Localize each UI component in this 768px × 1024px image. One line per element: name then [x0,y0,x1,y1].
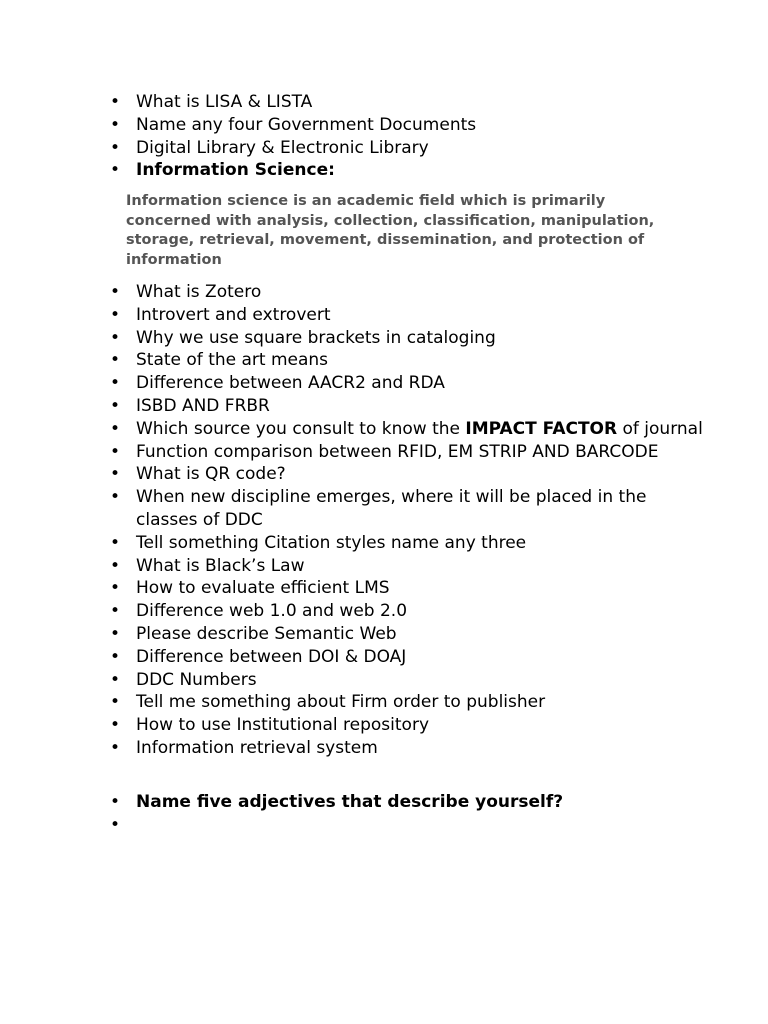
list-item-text: When new discipline emerges, where it will be placed in the classes of DDC [136,487,647,530]
list-item-text: Difference between AACR2 and RDA [136,373,445,394]
bullet-icon: • [110,114,121,135]
list-item-text: Why we use square brackets in cataloging [136,327,496,348]
list-item [110,714,710,737]
bullet-icon: • [110,792,121,812]
information-science-heading: Information Science: [136,160,335,181]
list-item-text: How to use Institutional repository [136,715,430,736]
bullet-icon: • [110,350,121,371]
bullet-icon: • [110,646,121,667]
list-item-text: Information retrieval system [136,737,378,758]
bullet-icon: • [110,395,121,416]
bullet-icon: • [110,137,121,158]
list-item-text: Introvert and extrovert [136,304,331,325]
list-item-text: State of the art means [136,350,329,371]
list-item-text: Digital Library & Electronic Library [136,137,429,158]
list-item [110,281,710,304]
list-item [110,91,710,114]
list-item [110,327,710,350]
bullet-icon: • [110,464,121,485]
list-item [110,441,710,464]
list-item-text: How to evaluate efficient LMS [136,578,390,599]
bullet-icon: • [110,578,121,599]
bullet-icon: • [110,92,121,112]
final-question-text: Name five adjectives that describe yourself? [136,792,564,812]
list-item-text: DDC Numbers [136,669,257,690]
bullet-icon: • [110,160,121,181]
list-item-text: Please describe Semantic Web [136,623,397,644]
bullet-icon: • [110,814,121,835]
question-list-top [110,91,710,182]
bullet-icon: • [110,304,121,325]
bullet-icon: • [110,601,121,622]
bullet-icon: • [110,373,121,394]
list-item [110,646,710,669]
bullet-icon: • [110,555,121,576]
list-item [110,669,710,692]
bullet-icon: • [110,418,121,439]
question-list-bottom [110,791,710,835]
bullet-icon: • [110,692,121,713]
bullet-icon: • [110,715,121,736]
list-item-text: Function comparison between RFID, EM STRIP AND BARCODE [136,441,659,462]
impact-factor-emphasis: IMPACT FACTOR [465,418,618,439]
bullet-icon: • [110,623,121,644]
list-item-text: What is Black’s Law [136,555,305,576]
list-item [110,372,710,395]
list-item [110,114,710,137]
list-item [110,304,710,327]
list-item-text: Tell me something about Firm order to publisher [136,692,546,713]
list-item [110,532,710,555]
question-list-main [110,281,710,760]
list-item-text: Difference web 1.0 and web 2.0 [136,601,408,622]
list-item [110,577,710,600]
list-item-text: Difference between DOI & DOAJ [136,646,407,667]
list-item [110,623,710,646]
impact-text-before: Which source you consult to know the [136,418,466,439]
bullet-icon: • [110,532,121,553]
list-item-impact-factor [110,418,710,441]
list-item-text: Tell something Citation styles name any three [136,532,527,553]
list-item [110,737,710,760]
list-item-heading [110,159,710,182]
list-item-text: What is QR code? [136,464,286,485]
list-item [110,691,710,714]
list-item [110,463,710,486]
bullet-icon: • [110,282,121,302]
bullet-icon: • [110,327,121,348]
list-item-final-question [110,791,710,814]
list-item-text: Name any four Government Documents [136,114,477,135]
bullet-icon: • [110,737,121,758]
list-item-text: ISBD AND FRBR [136,395,270,416]
list-item [110,137,710,160]
bullet-icon: • [110,487,121,508]
list-item [110,486,710,532]
bullet-icon: • [110,669,121,690]
list-item-text: What is LISA & LISTA [136,92,313,112]
information-science-definition: Information science is an academic field which is primarily concerned with analysis, collection, classification, manipulation, storage, retrieval, movement, dissemination, and protection of information [126,193,655,269]
list-item-text: What is Zotero [136,282,262,302]
list-item [110,555,710,578]
list-item [110,349,710,372]
impact-text-after: of journal [617,418,703,439]
bullet-icon: • [110,441,121,462]
list-item [110,395,710,418]
list-item [110,600,710,623]
